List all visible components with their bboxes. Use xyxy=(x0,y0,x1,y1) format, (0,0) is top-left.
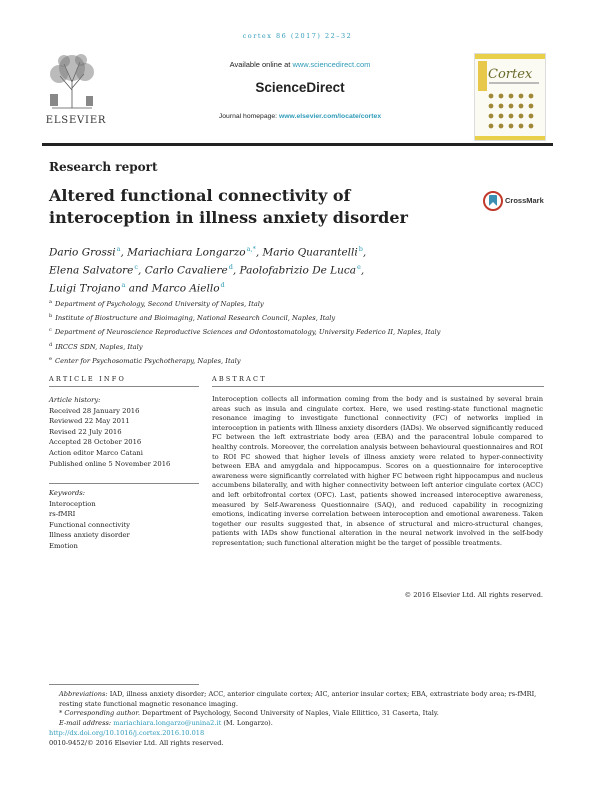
history-item: Published online 5 November 2016 xyxy=(49,459,171,468)
section-type: Research report xyxy=(49,160,158,174)
history-item: Action editor Marco Catani xyxy=(49,448,143,457)
author-separator: , xyxy=(120,246,128,259)
history-label: Article history: xyxy=(49,396,101,404)
crossmark-label: CrossMark xyxy=(505,196,544,205)
journal-reference: cortex 86 (2017) 22–32 xyxy=(242,32,353,40)
keywords-label: Keywords: xyxy=(49,489,86,497)
author-affiliation-mark[interactable]: d xyxy=(228,263,233,271)
article-title: Altered functional connectivity of interoception in illness anxiety disorder xyxy=(49,186,408,227)
article-history xyxy=(49,395,209,469)
affiliation-text: Department of Neuroscience Reproductive Sciences and Odontostomatology, University Federico II, Naples, Italy xyxy=(54,328,441,337)
keyword: Functional connectivity xyxy=(49,520,131,529)
author-separator: , xyxy=(255,246,263,259)
abstract-heading: ABSTRACT xyxy=(212,375,267,383)
affiliation-key: c xyxy=(49,327,52,334)
crossmark-icon xyxy=(483,189,503,213)
abstract-divider xyxy=(212,386,544,387)
author-list xyxy=(49,242,499,296)
author-affiliation-mark[interactable]: a,* xyxy=(246,245,256,253)
affiliation-text: Department of Psychology, Second University of Naples, Italy xyxy=(54,300,264,309)
affiliation-key: b xyxy=(49,313,53,320)
affiliation-list xyxy=(49,296,549,367)
doi-link[interactable]: http://dx.doi.org/10.1016/j.cortex.2016.10.018 xyxy=(49,728,205,737)
abstract-text: Interoception collects all information coming from the body and is sustained by several brain areas such as insula and cingulate cortex. Here, we used resting-state functional magnetic resonance imaging to investigate functional connectivity (FC) of networks implied in interoception in patients with Illness anxiety disorders (IADs). We observed significantly reduced FC between the left extrastriate body area (EBA) and the paracentral lobule compared to healthy controls. Moreover, the correlation analysis between behavioural questionnaires and ROI to ROI FC showed that higher levels of illness anxiety were related to hyper-connectivity between EBA and amygdala and hippocampus. Scores on a questionnaire for interoceptive awareness were significantly correlated with higher FC between right hippocampus and nucleus accumbens bilaterally, and with higher connectivity between left anterior cingulate cortex (ACC) and left orbitofrontal cortex (OFC). Last, patients showed increased interoceptive awareness, measured by Self-Awareness Questionnaire (SAQ), and reduced capability in recognizing emotions, indicating inverse correlation between interoception and emotional awareness. Taken together our results suggested that, in absence of structural and micro-structural changes, patients with IADs show functional alteration in the neural network involved in the self-body representation; such functional alteration might be the target of possible treatments. xyxy=(212,395,543,547)
keyword: Emotion xyxy=(49,541,78,550)
affiliation xyxy=(49,324,549,338)
elsevier-tree-icon xyxy=(42,50,102,110)
affiliation-key: d xyxy=(49,341,53,348)
crossmark-badge[interactable] xyxy=(483,189,548,213)
history-item: Received 28 January 2016 xyxy=(49,406,140,415)
affiliation-key: e xyxy=(49,355,52,362)
keywords xyxy=(49,488,209,552)
keyword: Interoception xyxy=(49,499,96,508)
affiliation-text: Center for Psychosomatic Psychotherapy, Naples, Italy xyxy=(54,357,241,366)
footnote-divider xyxy=(49,684,199,685)
corresponding-star: * xyxy=(59,709,65,718)
author-affiliation-mark[interactable]: b xyxy=(358,245,363,253)
abbreviations-label: Abbreviations: xyxy=(59,690,108,698)
abstract-copyright: © 2016 Elsevier Ltd. All rights reserved. xyxy=(404,591,543,599)
journal-homepage xyxy=(150,113,450,120)
issn-line: 0010-9452/© 2016 Elsevier Ltd. All rights reserved. xyxy=(49,738,224,747)
author-affiliation-mark[interactable]: c xyxy=(134,263,139,271)
elsevier-wordmark: ELSEVIER xyxy=(45,115,107,126)
author-and: and xyxy=(125,282,152,295)
cover-image xyxy=(475,54,545,140)
corresponding-label: Corresponding author. xyxy=(64,709,140,718)
abbreviations-text: IAD, illness anxiety disorder; ACC, anterior cingulate cortex; AIC, anterior insular cortex; EBA, extrastriate body area; rs-fMRI, resting state functional magnetic resonance imaging. xyxy=(59,690,537,708)
author: Paolofabrizio De Luca xyxy=(239,264,357,277)
author: Dario Grossi xyxy=(49,246,116,259)
keyword: Illness anxiety disorder xyxy=(49,531,130,540)
affiliation xyxy=(49,339,549,353)
author-affiliation-mark[interactable]: a xyxy=(116,245,121,253)
author-separator: , xyxy=(362,246,367,259)
info-divider xyxy=(49,386,199,387)
cover-title: Cortex xyxy=(488,67,533,82)
corresponding-note xyxy=(49,709,549,719)
keyword: rs-fMRI xyxy=(49,510,76,519)
affiliation-key: a xyxy=(49,299,52,305)
affiliation xyxy=(49,353,549,367)
homepage-prefix: Journal homepage: xyxy=(218,113,279,120)
homepage-link[interactable]: www.elsevier.com/locate/cortex xyxy=(278,113,382,120)
abbreviations-note xyxy=(49,690,549,709)
sciencedirect-title: ScienceDirect xyxy=(255,80,345,95)
author-separator: , xyxy=(232,264,240,277)
author-separator: , xyxy=(138,264,145,277)
history-item: Revised 22 July 2016 xyxy=(49,427,122,436)
affiliation-text: IRCCS SDN, Naples, Italy xyxy=(55,342,143,351)
history-item: Accepted 28 October 2016 xyxy=(49,438,142,447)
affiliation xyxy=(49,296,549,310)
email-suffix: (M. Longarzo). xyxy=(221,719,273,728)
footnotes xyxy=(49,690,549,748)
email-label: E-mail address: xyxy=(59,719,114,728)
author: Mario Quarantelli xyxy=(262,246,358,259)
author-affiliation-mark[interactable]: e xyxy=(357,263,361,271)
author-separator: , xyxy=(360,264,365,277)
author: Elena Salvatore xyxy=(49,264,134,277)
elsevier-logo xyxy=(42,50,110,126)
affiliation xyxy=(49,310,549,324)
author: Marco Aiello xyxy=(151,282,220,295)
author: Mariachiara Longarzo xyxy=(127,246,246,259)
author-affiliation-mark[interactable]: d xyxy=(220,281,225,289)
email-note xyxy=(49,719,549,729)
author: Carlo Cavaliere xyxy=(144,264,228,277)
author-affiliation-mark[interactable]: a xyxy=(121,281,126,289)
article-info-heading: ARTICLE INFO xyxy=(49,375,126,383)
available-prefix: Available online at xyxy=(229,60,293,69)
email-link[interactable]: mariachiara.longarzo@unina2.it xyxy=(113,719,222,728)
sciencedirect-link[interactable]: www.sciencedirect.com xyxy=(292,60,371,69)
affiliation-text: Institute of Biostructure and Bioimaging, National Research Council, Naples, Italy xyxy=(55,314,336,323)
header-rule xyxy=(42,143,553,146)
corresponding-text: Department of Psychology, Second University of Naples, Viale Ellittico, 31 Caserta, Italy. xyxy=(139,709,439,718)
history-item: Reviewed 22 May 2011 xyxy=(49,417,130,426)
journal-cover xyxy=(474,53,546,141)
keywords-divider xyxy=(49,483,199,484)
available-online xyxy=(150,60,450,69)
author: Luigi Trojano xyxy=(49,282,121,295)
